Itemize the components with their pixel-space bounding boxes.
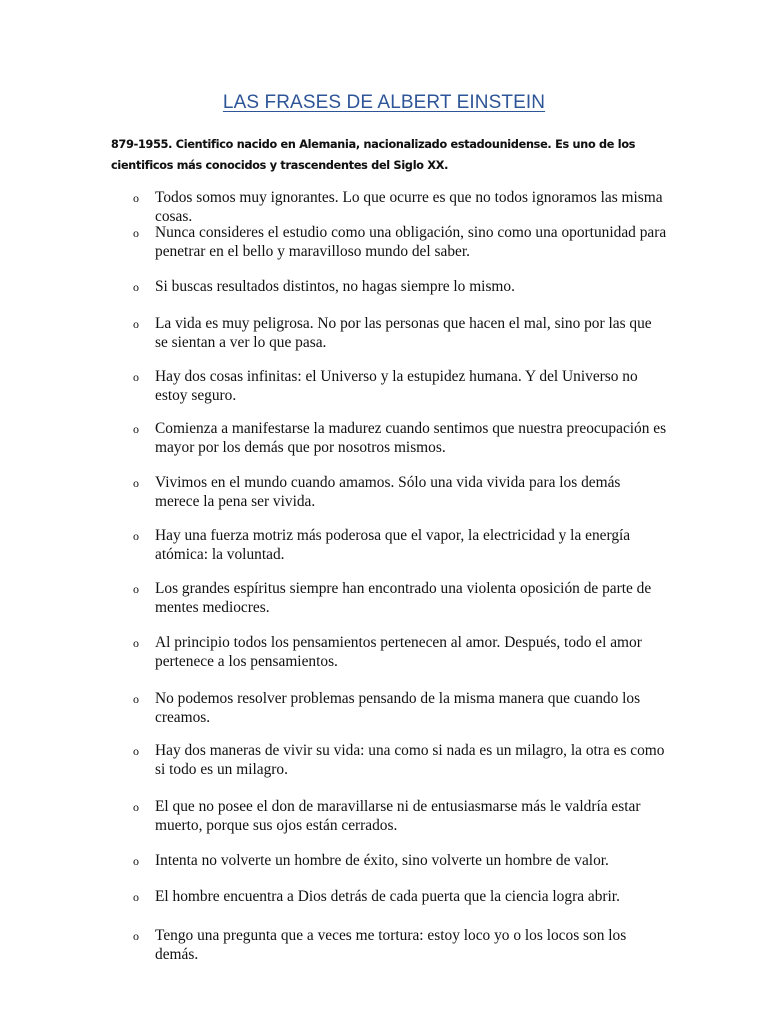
bullet-icon: o — [133, 582, 139, 596]
bullet-icon: o — [133, 744, 139, 758]
quote-text: Al principio todos los pensamientos pertenecen al amor. Después, todo el amor pertenece a los pensamientos. — [155, 634, 642, 670]
bullet-icon: o — [133, 370, 139, 384]
bullet-icon: o — [133, 800, 139, 814]
quote-text: Comienza a manifestarse la madurez cuando sentimos que nuestra preocupación es mayor por los demás que por nosotros mismos. — [155, 420, 667, 456]
quote-text: El hombre encuentra a Dios detrás de cada puerta que la ciencia logra abrir. — [155, 888, 620, 905]
quote-text: El que no posee el don de maravillarse ni de entusiasmarse más le valdría estar muerto, porque sus ojos están cerrados. — [155, 798, 641, 834]
quote-text: La vida es muy peligrosa. No por las personas que hacen el mal, sino por las que se sientan a ver lo que pasa. — [155, 315, 652, 351]
bullet-icon: o — [133, 636, 139, 650]
bullet-icon: o — [133, 854, 139, 868]
quote-text: Vivimos en el mundo cuando amamos. Sólo una vida vivida para los demás merece la pena ser vivida. — [155, 474, 621, 510]
quote-text: Nunca consideres el estudio como una obligación, sino como una oportunidad para penetrar en el bello y maravilloso mundo del saber. — [155, 224, 667, 260]
bullet-icon: o — [133, 191, 139, 205]
quote-text: Si buscas resultados distintos, no hagas siempre lo mismo. — [155, 278, 515, 295]
quote-text: Intenta no volverte un hombre de éxito, sino volverte un hombre de valor. — [155, 852, 609, 869]
quote-text: Todos somos muy ignorantes. Lo que ocurre es que no todos ignoramos las misma cosas. — [155, 189, 663, 225]
bullet-icon: o — [133, 890, 139, 904]
bullet-icon: o — [133, 422, 139, 436]
bullet-icon: o — [133, 529, 139, 543]
quote-text: Los grandes espíritus siempre han encontrado una violenta oposición de parte de mentes mediocres. — [155, 580, 652, 616]
quote-text: No podemos resolver problemas pensando de la misma manera que cuando los creamos. — [155, 690, 641, 726]
bullet-icon: o — [133, 280, 139, 294]
quote-text: Tengo una pregunta que a veces me tortura: estoy loco yo o los locos son los demás. — [155, 927, 627, 963]
bullet-icon: o — [133, 226, 139, 240]
bullet-icon: o — [133, 476, 139, 490]
bullet-icon: o — [133, 929, 139, 943]
intro-paragraph: 879-1955. Cientifico nacido en Alemania, nacionalizado estadounidense. Es uno de los cientificos más conocidos y trascendentes del Siglo XX. — [111, 138, 636, 172]
document-title: LAS FRASES DE ALBERT EINSTEIN — [222, 92, 546, 113]
quote-text: Hay una fuerza motriz más poderosa que el vapor, la electricidad y la energía atómica: la voluntad. — [155, 527, 631, 563]
bullet-icon: o — [133, 317, 139, 331]
quote-text: Hay dos cosas infinitas: el Universo y la estupidez humana. Y del Universo no estoy seguro. — [155, 368, 638, 404]
quote-text: Hay dos maneras de vivir su vida: una como si nada es un milagro, la otra es como si todo es un milagro. — [155, 742, 665, 778]
bullet-icon: o — [133, 692, 139, 706]
